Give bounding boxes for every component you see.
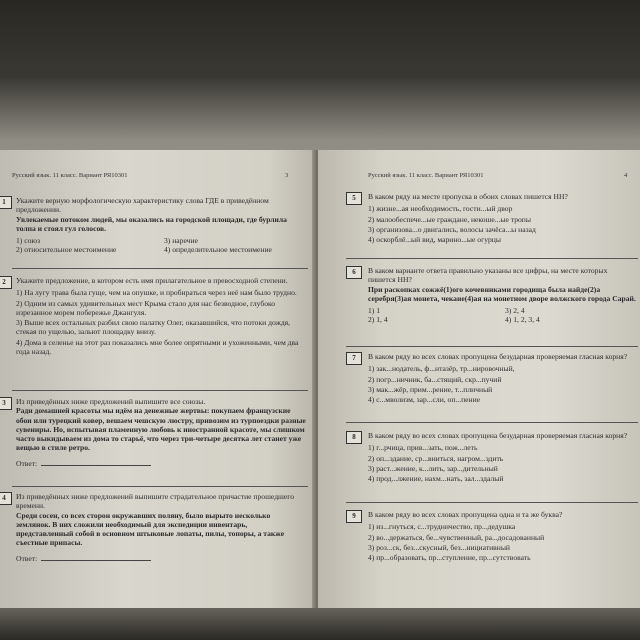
answer-label: Ответ: <box>16 553 38 563</box>
divider <box>346 346 638 347</box>
option: 4) прод...лжение, нахм...нать, зал...здалый <box>368 474 504 483</box>
task-question: В каком ряду во всех словах пропущена безударная проверяемая гласная корня? <box>368 352 628 361</box>
divider <box>12 268 308 269</box>
option: 3) мак...жёр, прим...рение, т...пличный <box>368 384 493 394</box>
task-number-box: 5 <box>346 192 362 205</box>
task-9 <box>368 510 636 563</box>
page-header: Русский язык. 11 класс. Вариант РЯ10301 <box>368 172 484 179</box>
task-number-box: 8 <box>346 431 362 444</box>
task-1 <box>16 196 306 255</box>
task-question: Укажите предложение, в котором есть имя прилагательное в превосходной степени. <box>16 276 288 285</box>
task-5 <box>368 192 636 245</box>
divider <box>12 486 308 487</box>
task-question: В каком варианте ответа правильно указаны все цифры, на месте которых пишется НН? <box>368 266 608 285</box>
divider <box>12 390 308 391</box>
options-list <box>16 236 306 255</box>
option: 2) погр...ничник, ба...стящий, скр...пучий <box>368 374 502 384</box>
task-number-box: 2 <box>0 276 12 289</box>
option: 4) 1, 2, 3, 4 <box>505 315 540 325</box>
task-4 <box>16 492 306 563</box>
option: 3) наречие <box>164 236 198 245</box>
option: 2) малообеспече...ые граждане, некоше...ые тропы <box>368 214 531 224</box>
options-list <box>368 443 636 483</box>
divider <box>346 422 638 423</box>
page-header: Русский язык. 11 класс. Вариант РЯ10301 <box>12 172 128 179</box>
option: 1) зак...нодатель, ф...нтазёр, тр...нировочный, <box>368 364 515 374</box>
option: 4) оскорблё...ый вид, марино...ые огурцы <box>368 235 501 244</box>
answer-label: Ответ: <box>16 458 38 468</box>
task-number-box: 1 <box>0 196 12 209</box>
task-number-box: 6 <box>346 266 362 279</box>
option: 3) Выше всех остальных разбил свою палатку Олег, оказавшийся, что потоки дождя, стекая по ущелью, зальют площадку внизу. <box>16 318 291 337</box>
option: 1) жизне...ая необходимость, гости...ый двор <box>368 204 513 214</box>
page-number: 4 <box>624 172 628 179</box>
option: 1) г...рчица, прив...зать, пож...леть <box>368 443 478 453</box>
task-text: Ради домашней красоты мы идём на денежные жертвы: покупаем французские обои или турецкий ковер, вешаем чешскую люстру, привозим из турпоездки разные сувениры. Но, испытывая пламенную любовь к иностранной красоте, мы слишком часто выкидываем из дома то старьё, что через три-четыре десятка лет станет уже вещью в стиле ретро. <box>16 406 306 453</box>
answer-field[interactable] <box>16 554 306 563</box>
task-question: В каком ряду во всех словах пропущена безударная проверяемая гласная корня? <box>368 431 628 440</box>
option: 3) 2, 4 <box>505 306 525 315</box>
option: 4) определительное местоимение <box>164 245 272 255</box>
option: 1) из...гнуться, с...трудничество, пр...дедушка <box>368 522 516 532</box>
task-6 <box>368 266 636 325</box>
task-question: Укажите верную морфологическую характеристику слова ГДЕ в приведённом предложении. <box>16 196 269 215</box>
divider <box>346 258 638 259</box>
task-question: Из приведённых ниже предложений выпишите страдательное причастие прошедшего времени. <box>16 492 294 511</box>
options-list <box>368 204 636 244</box>
option: 2) оп...здание, ср...вниться, нагром...здить <box>368 453 504 463</box>
option: 1) 1 <box>368 306 381 315</box>
option: 2) во...держаться, бе...чувственный, ра...досадованный <box>368 532 545 542</box>
task-number-box: 3 <box>0 397 12 410</box>
option: 4) с...мволизм, зар...сли, оп...пение <box>368 395 481 404</box>
task-number-box: 9 <box>346 510 362 523</box>
option: 3) роз...ск, без...скусный, без...нициативный <box>368 542 510 552</box>
task-number-box: 7 <box>346 352 362 365</box>
task-2 <box>16 276 306 357</box>
task-sentence: Увлекаемые потоком людей, мы оказались на городской площади, где бурлила толпа и стоял гул голосов. <box>16 214 287 233</box>
answer-field[interactable] <box>16 459 306 468</box>
page-number: 3 <box>285 172 289 179</box>
option: 4) Дома в селенье на этот раз показались мне более опрятными и ухоженными, чем два года назад. <box>16 337 299 356</box>
answer-line <box>41 560 151 561</box>
option: 3) организова...о двигались, волосы зачёса...ы назад <box>368 224 536 234</box>
option: 2) относительное местоимение <box>16 245 117 255</box>
option: 4) пр...образовать, пр...ступление, пр...сутствовать <box>368 553 531 562</box>
right-page <box>318 150 640 608</box>
options-list <box>368 364 636 404</box>
task-text: Среди сосен, со всех сторон окружавших поляну, было вырыто несколько землянок. В них сложили необходимый для экспедиции инвентарь, представленный собой в основном штыковые лопаты, пилы, топоры, а также съестные припасы. <box>16 510 285 548</box>
option: 2) Одним из самых удивительных мест Крыма стало для нас безводное, глубоко изрезанное морем побережье Джангуля. <box>16 298 276 317</box>
option: 2) 1, 4 <box>368 315 388 325</box>
options-list <box>16 288 306 356</box>
task-3 <box>16 397 306 468</box>
option: 3) раст...жение, к...лить, зар...дительный <box>368 463 498 473</box>
divider <box>346 502 638 503</box>
answer-line <box>41 465 151 466</box>
options-list <box>368 306 636 325</box>
task-7 <box>368 352 636 405</box>
task-question: Из приведённых ниже предложений выпишите все союзы. <box>16 397 206 406</box>
task-question: В каком ряду на месте пропуска в обоих словах пишется НН? <box>368 192 568 201</box>
left-page <box>0 150 316 608</box>
options-list <box>368 522 636 562</box>
task-number-box: 4 <box>0 492 12 505</box>
task-sentence: При раскопках сожжё(1)ого кочевниками городища была найде(2)а серебря(3)ая монета, чекане(4)ая на монетном дворе волжского города Сарай. <box>368 284 636 303</box>
option: 1) союз <box>16 236 41 245</box>
option: 1) На лугу трава была гуще, чем на опушке, и пробираться через неё нам было трудно. <box>16 288 297 298</box>
task-question: В каком ряду во всех словах пропущена одна и та же буква? <box>368 510 563 519</box>
task-8 <box>368 431 636 484</box>
